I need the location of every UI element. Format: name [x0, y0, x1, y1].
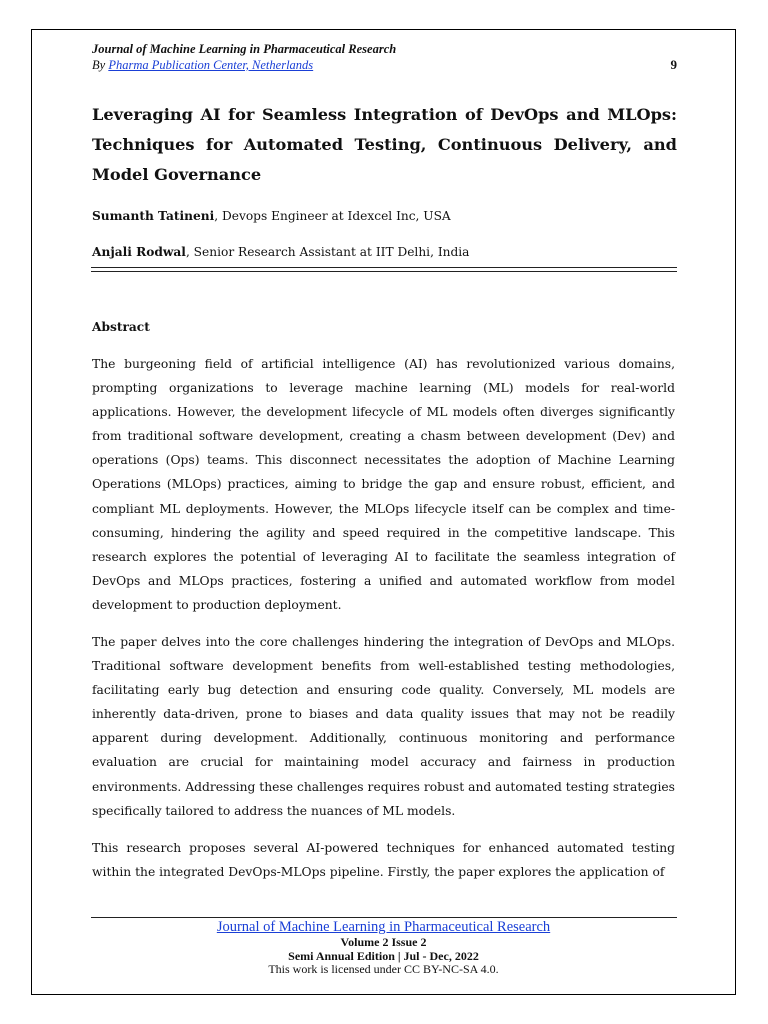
header-publisher-line [92, 57, 677, 73]
abstract-paragraph-2: The paper delves into the core challenges hindering the integration of DevOps and MLOps. Traditional software development benefits from well-established testing methodologies, facilitating early bug detection and ensuring code quality. Conversely, ML models are inherently data-driven, prone to biases and data quality issues that may not be readily apparent during development. Additionally, continuous monitoring and performance evaluation are crucial for maintaining model accuracy and fairness in production environments. Addressing these challenges requires robust and automated testing strategies specifically tailored to address the nuances of ML models. [92, 635, 675, 818]
header-journal-name: Journal of Machine Learning in Pharmaceutical Research [92, 42, 397, 56]
page-footer [92, 918, 675, 977]
footer-edition: Semi Annual Edition | Jul - Dec, 2022 [288, 948, 479, 963]
author-1 [92, 208, 677, 224]
author-2-affiliation: , Senior Research Assistant at IIT Delhi, India [185, 245, 470, 259]
author-1-name: Sumanth Tatineni [92, 209, 215, 223]
author-1-affiliation: , Devops Engineer at Idexcel Inc, USA [214, 209, 451, 223]
running-header [92, 41, 677, 73]
paper-title: Leveraging AI for Seamless Integration of DevOps and MLOps: Techniques for Automated Testing, Continuous Delivery, and Model Governance [92, 105, 677, 184]
header-divider-thin [91, 271, 677, 272]
footer-journal-link[interactable]: Journal of Machine Learning in Pharmaceutical Research [216, 919, 551, 935]
abstract-paragraph-3: This research proposes several AI-powered techniques for enhanced automated testing within the integrated DevOps-MLOps pipeline. Firstly, the paper explores the application of [92, 841, 675, 880]
abstract-paragraph-1: The burgeoning field of artificial intelligence (AI) has revolutionized various domains, prompting organizations to leverage machine learning (ML) models for real-world applications. However, the development lifecycle of ML models often diverges significantly from traditional software development, creating a chasm between development (Dev) and operations (Ops) teams. This disconnect necessitates the adoption of Machine Learning Operations (MLOps) practices, aiming to bridge the gap and ensure robust, efficient, and compliant ML deployments. However, the MLOps lifecycle itself can be complex and time-consuming, hindering the agility and speed required in the competitive landscape. This research explores the potential of leveraging AI to facilitate the seamless integration of DevOps and MLOps practices, fostering a unified and automated workflow from model development to production deployment. [92, 357, 675, 612]
abstract-heading: Abstract [92, 320, 150, 334]
header-divider-thick [91, 267, 677, 268]
publisher-link[interactable]: Pharma Publication Center, Netherlands [108, 58, 314, 72]
footer-volume: Volume 2 Issue 2 [340, 935, 427, 949]
footer-license: This work is licensed under CC BY-NC-SA 4.0. [268, 962, 499, 976]
page-number: 9 [670, 57, 677, 72]
author-2-name: Anjali Rodwal [92, 245, 186, 259]
author-2 [92, 244, 677, 260]
header-by-prefix: By [92, 58, 109, 72]
